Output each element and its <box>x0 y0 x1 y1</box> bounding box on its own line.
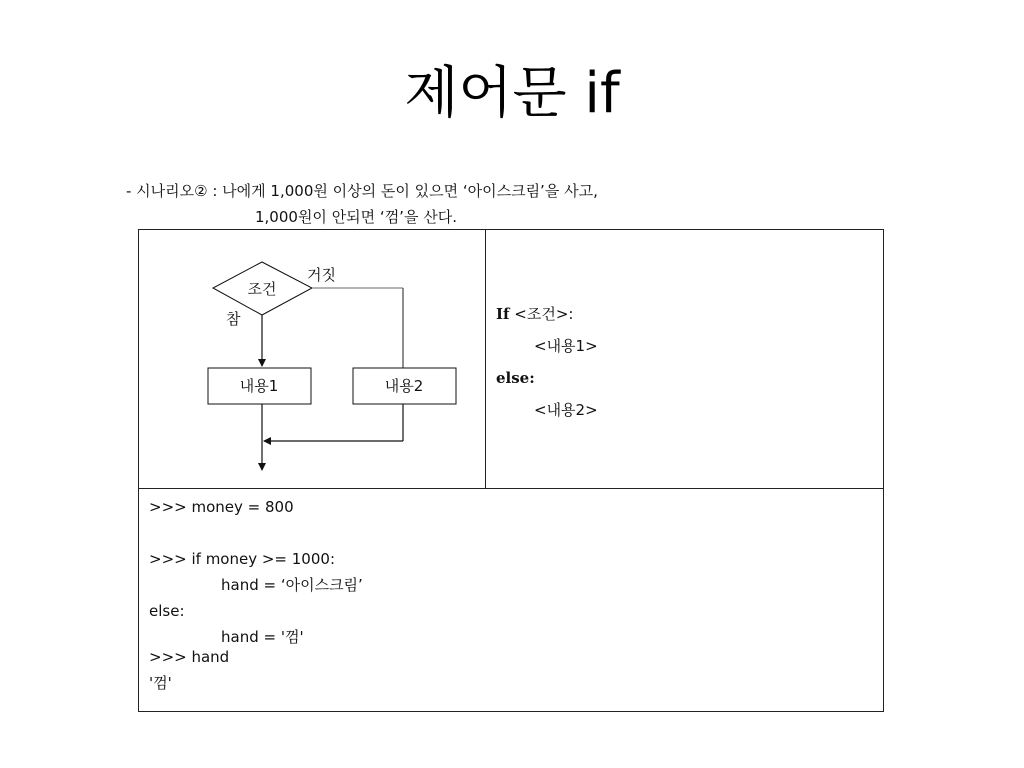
syntax-body2: <내용2> <box>534 401 598 419</box>
table-column-divider <box>485 230 486 488</box>
table-row-divider <box>139 488 883 489</box>
scenario-line-2: 1,000원이 안되면 ‘껌’을 산다. <box>255 208 457 226</box>
code-line-2: >>> if money >= 1000: <box>149 550 335 568</box>
code-example <box>149 494 363 696</box>
syntax-else-keyword: else: <box>496 369 535 387</box>
true-label: 참 <box>226 310 241 328</box>
syntax-if-line <box>496 298 598 330</box>
code-blank-line <box>149 520 363 546</box>
code-line-6: >>> hand <box>149 648 230 666</box>
syntax-body1: <내용1> <box>534 337 598 355</box>
flowchart-diagram <box>139 230 485 488</box>
condition-label: 조건 <box>247 280 277 298</box>
false-label: 거짓 <box>307 266 336 284</box>
content-table <box>138 229 884 712</box>
code-line-7: '껌' <box>149 674 172 692</box>
content2-label: 내용2 <box>384 377 424 395</box>
scenario-line-1: - 시나리오② : 나에게 1,000원 이상의 돈이 있으면 ‘아이스크림’을 사고, <box>126 182 598 200</box>
code-line-5: hand = '껌' <box>221 628 304 646</box>
syntax-if-keyword: If <box>496 305 510 323</box>
if-syntax-block <box>496 298 598 426</box>
code-line-1: >>> money = 800 <box>149 498 294 516</box>
content1-label: 내용1 <box>239 377 279 395</box>
code-line-4: else: <box>149 602 185 620</box>
slide-title: 제어문 if <box>404 61 620 126</box>
syntax-condition: <조건>: <box>514 305 574 323</box>
code-line-3: hand = ‘아이스크림’ <box>221 576 363 594</box>
